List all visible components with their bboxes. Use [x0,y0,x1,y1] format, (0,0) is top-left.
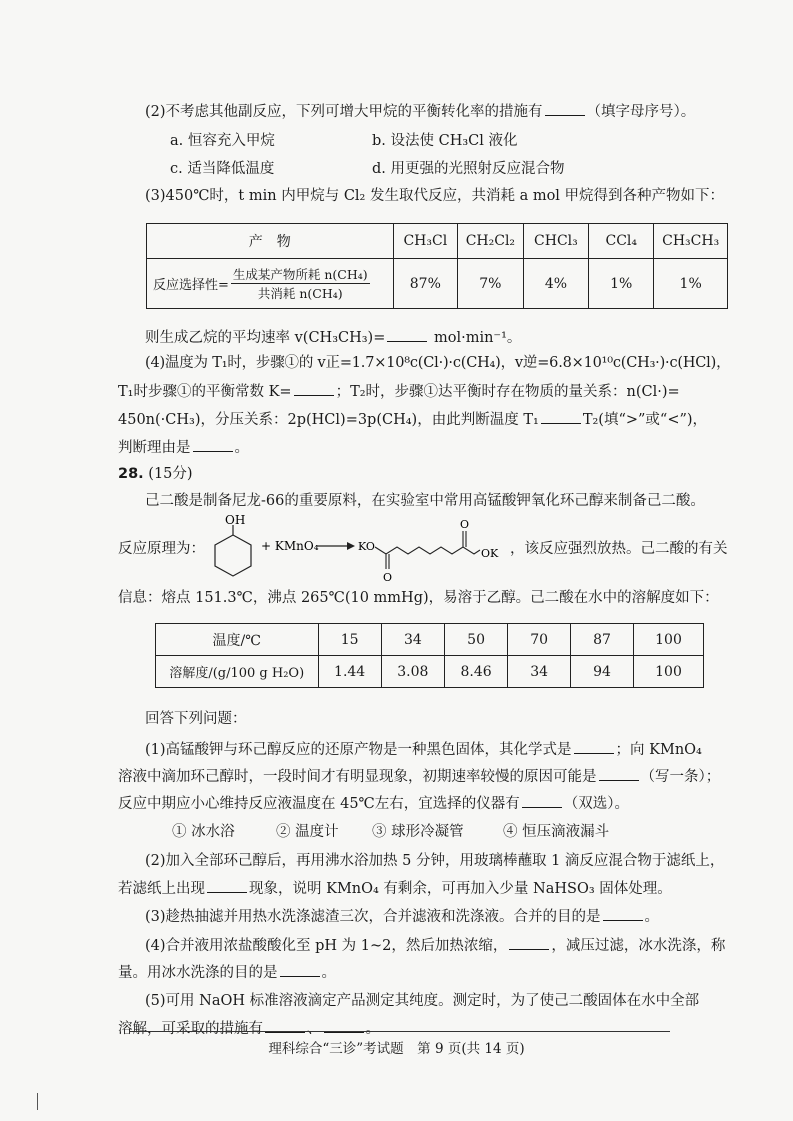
p1-line2-tail: （写一条）； [640,769,721,785]
p2-line2-text: 若滤纸上出现 [118,881,205,897]
temp-label: 温度/℃ [156,624,319,656]
carbonyl-o-top: O [460,518,470,531]
q2-option-d: d. 用更强的光照射反应混合物 [372,161,565,177]
q2-option-a: a. 恒容充入甲烷 [170,133,275,149]
p4-line2 [118,962,336,983]
q28-number: 28. [118,466,144,482]
page-footer: 理科综合“三诊”考试题 第 9 页(共 14 页) [268,1041,525,1057]
p3-tail: 。 [644,909,660,925]
selectivity-value-cell: 4% [523,259,588,309]
solubility-value-row [156,656,704,688]
q28-principle-label: 反应原理为： [118,541,205,557]
ko-label: KO [358,540,375,553]
p1-line2 [118,766,720,787]
q28-score: (15分) [148,466,193,482]
instrument-option: ① 冰水浴 [172,824,235,840]
solubility-table [155,623,704,688]
p3-line [145,906,659,927]
selectivity-value-cell: 7% [458,259,524,309]
temp-cell: 15 [318,624,381,656]
selectivity-value-cell: 87% [393,259,458,309]
q4-k-blank[interactable] [294,381,334,396]
reagent-label: + KMnO₄ [261,539,319,553]
q28-header [118,464,193,484]
selectivity-prefix: 反应选择性= [153,278,229,293]
q2-stem-line [145,101,695,122]
q4-line4 [118,437,249,458]
q4-compare-blank[interactable] [541,409,581,424]
p1-line1-text: (1)高锰酸钾与环己醇反应的还原产物是一种黑色固体，其化学式是 [145,742,572,758]
p4-step-blank[interactable] [509,935,549,950]
q4-reason-blank[interactable] [193,437,233,452]
temp-cell: 70 [508,624,571,656]
q3-rate-line [145,327,521,348]
reaction-scheme [195,511,513,589]
q2-option-b: b. 设法使 CH₃Cl 液化 [372,133,518,149]
instrument-option: ③ 球形冷凝管 [372,824,464,840]
solubility-temp-row [156,624,704,656]
selectivity-header-row [147,224,728,259]
temp-cell: 50 [444,624,507,656]
q4-line4-pre: 判断理由是 [118,440,191,456]
temp-cell: 87 [571,624,634,656]
product-cell: CH₃CH₃ [654,224,728,259]
solubility-cell: 1.44 [318,656,381,688]
p2-line2-tail: 现象，说明 KMnO₄ 有剩余，可再加入少量 NaHSO₃ 固体处理。 [249,881,672,897]
selectivity-denominator: 共消耗 n(CH₄) [257,286,343,301]
q3-rate-blank[interactable] [387,327,427,342]
instrument-option: ④ 恒压滴液漏斗 [503,824,610,840]
p2-line2 [118,878,672,899]
q4-line3 [118,409,707,430]
q28-info: 信息：熔点 151.3℃，沸点 265℃(10 mmHg)，易溶于乙醇。己二酸在水中的溶解度如下： [118,590,719,606]
p4-line1 [145,935,725,956]
q3-rate-unit: mol·min⁻¹。 [433,330,522,346]
temp-cell: 100 [634,624,704,656]
q2-stem: (2)不考虑其他副反应，下列可增大甲烷的平衡转化率的措施有 [145,104,543,120]
p1-instrument-blank[interactable] [522,793,562,808]
solubility-label: 溶解度/(g/100 g H₂O) [156,656,319,688]
p4-line1-text: (4)合并液用浓盐酸酸化至 pH 为 1~2，然后加热浓缩， [145,938,508,954]
p4-line2-text: 量。用冰水洗涤的目的是 [118,965,278,981]
p4-line1-tail: ，减压过滤，冰水洗涤，称 [551,938,726,954]
p3-text: (3)趁热抽滤并用热水洗涤滤渣三次，合并滤液和洗涤液。合并的目的是 [145,909,601,925]
q3-stem: (3)450℃时，t min 内甲烷与 Cl₂ 发生取代反应，共消耗 a mol 甲烷得到各种产物如下： [145,188,725,204]
p1-line1 [145,739,702,760]
p1-line2-text: 溶液中滴加环己醇时，一段时间才有明显现象，初期速率较慢的原因可能是 [118,769,597,785]
p2-phenomenon-blank[interactable] [207,878,247,893]
carbon-chain [375,547,480,554]
oh-group-label: OH [225,513,246,527]
p2-line1: (2)加入全部环己醇后，再用沸水浴加热 5 分钟，用玻璃棒蘸取 1 滴反应混合物于滤纸上， [145,853,725,869]
p5-line2 [118,1018,380,1039]
product-cell: CHCl₃ [523,224,588,259]
q4-line1: (4)温度为 T₁时，步骤①的 v正=1.7×10⁸c(Cl·)·c(CH₄)，v逆=6.8×10¹⁰c(CH₃·)·c(HCl)， [145,355,731,371]
p4-purpose-blank[interactable] [280,962,320,977]
instrument-option: ② 温度计 [276,824,339,840]
selectivity-value-cell: 1% [589,259,654,309]
q4-line4-post: 。 [234,440,249,456]
product-cell: CH₂Cl₂ [458,224,524,259]
solubility-cell: 100 [634,656,704,688]
q3-rate-text: 则生成乙烷的平均速率 v(CH₃CH₃)= [145,330,386,346]
p5-tail: 。 [365,1021,380,1037]
solubility-cell: 94 [571,656,634,688]
q28-principle-tail: ，该反应强烈放热。己二酸的有关 [510,541,728,557]
q4-line2-pre: T₁时步骤①的平衡常数 K= [118,384,292,400]
solubility-cell: 34 [508,656,571,688]
answer-prompt: 回答下列问题： [145,711,247,727]
footer-divider [130,1031,670,1032]
selectivity-value-cell: 1% [654,259,728,309]
selectivity-numerator: 生成某产物所耗 n(CH₄) [232,267,368,282]
p5-line1: (5)可用 NaOH 标准溶液滴定产品测定其纯度。测定时，为了使己二酸固体在水中全部 [145,993,700,1009]
p4-line2-tail: 。 [321,965,336,981]
ok-label: OK [481,547,499,560]
p5-separator: 、 [307,1021,322,1037]
p1-line3-tail: （双选）。 [563,796,630,812]
p5-line2-text: 溶解，可采取的措施有 [118,1021,263,1037]
p1-formula-blank[interactable] [574,739,614,754]
p1-reason-blank[interactable] [599,766,639,781]
selectivity-header-label: 产 物 [147,224,394,259]
q4-line3-pre: 450n(·CH₃)，分压关系：2p(HCl)=3p(CH₄)，由此判断温度 T₁ [118,412,539,428]
product-cell: CH₃Cl [393,224,458,259]
selectivity-value-row [147,259,728,309]
solubility-cell: 8.46 [444,656,507,688]
q28-intro: 己二酸是制备尼龙-66的重要原料，在实验室中常用高锰酸钾氧化环己醇来制备己二酸。 [145,493,705,509]
p1-line3 [118,793,629,814]
q4-line2 [118,381,680,402]
solubility-cell: 3.08 [381,656,444,688]
scan-margin-mark [37,1093,38,1110]
selectivity-formula [147,259,394,309]
p1-line3-text: 反应中期应小心维持反应液温度在 45℃左右，宜选择的仪器有 [118,796,520,812]
temp-cell: 34 [381,624,444,656]
q4-line2-post: ；T₂时，步骤①达平衡时存在物质的量关系：n(Cl·)= [335,384,680,400]
q4-line3-post: T₂(填“>”或“<”)， [582,412,708,428]
q2-stem-tail: （填字母序号）。 [586,104,696,120]
q2-option-c: c. 适当降低温度 [170,161,275,177]
q2-answer-blank[interactable] [545,101,585,116]
p3-purpose-blank[interactable] [603,906,643,921]
cyclohexane-ring [215,535,251,576]
p1-line1-tail: ；向 KMnO₄ [615,742,702,758]
carbonyl-o-bottom: O [383,571,393,584]
product-cell: CCl₄ [589,224,654,259]
selectivity-table [146,223,728,309]
